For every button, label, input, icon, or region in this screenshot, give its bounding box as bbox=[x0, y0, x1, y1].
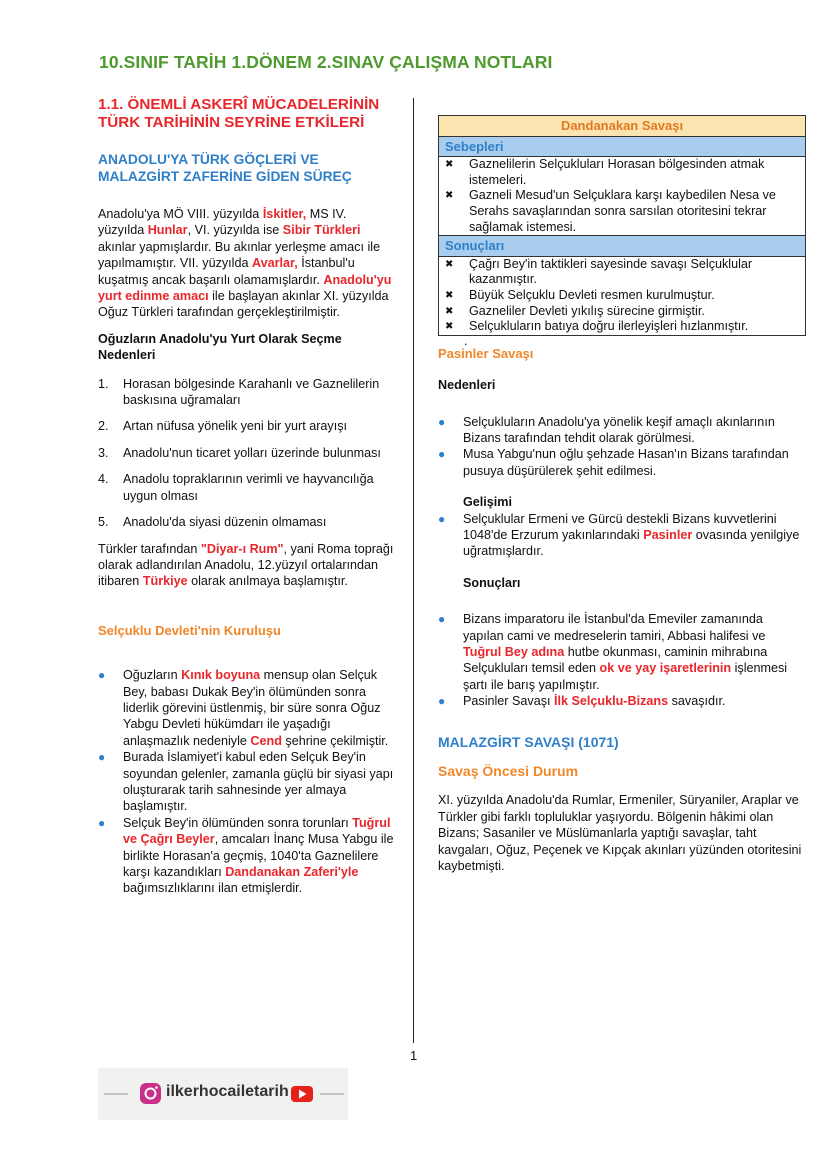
item-text: Anadolu'da siyasi düzenin olmaması bbox=[123, 515, 327, 530]
list-item bbox=[98, 418, 394, 434]
text: İstanbul'u kuşatmış ancak başarılı olamamışlardır. bbox=[98, 256, 355, 287]
reasons-list bbox=[98, 376, 394, 531]
list-item bbox=[98, 471, 394, 504]
text: savaşıdır. bbox=[668, 694, 726, 709]
gelisimi-title: Gelişimi bbox=[463, 495, 512, 510]
text: Anadolu'ya MÖ VIII. yüzyılda bbox=[98, 207, 263, 221]
bullet-icon: ● bbox=[98, 815, 106, 830]
list-item bbox=[438, 511, 806, 560]
dandanakan-table bbox=[438, 115, 806, 336]
sonuclari-title: Sonuçları bbox=[463, 575, 521, 590]
text: şehrine çekilmiştir. bbox=[281, 733, 389, 748]
text: , amcaları İnanç Musa Yabgu ile birlikte Horasan'a geçmiş, 1040'ta Gaznelilere karşı kazandıkları bbox=[123, 832, 394, 879]
bullet-icon: ● bbox=[98, 750, 106, 765]
text: Türkler tarafından bbox=[98, 541, 201, 556]
text: bağımsızlıklarını ilan etmişlerdir. bbox=[123, 881, 303, 896]
bullet-icon: ● bbox=[438, 447, 446, 462]
list-item bbox=[445, 304, 799, 320]
highlight: Dandanakan Zaferi'yle bbox=[225, 865, 359, 879]
subsection-heading: ANADOLU'YA TÜRK GÖÇLERİ VE MALAZGİRT ZAFERİNE GİDEN SÜREÇ bbox=[98, 152, 352, 184]
highlight: Tuğrul ve Çağrı Beyler bbox=[123, 815, 391, 847]
causes-cell bbox=[439, 157, 806, 236]
list-item bbox=[438, 446, 806, 479]
item-text: Artan nüfusa yönelik yeni bir yurt arayışı bbox=[123, 419, 347, 434]
item-text: Gazneli Mesud'un Selçuklara karşı kaybedilen Nesa ve Serahs savaşlarından sonra sarsılan otoritesini tekrar sağlamak istemesi. bbox=[469, 188, 776, 234]
list-item bbox=[445, 188, 799, 235]
highlight: Cend bbox=[250, 733, 282, 748]
item-text: Çağrı Bey'in taktikleri sayesinde savaşı Selçuklular kazanmıştır. bbox=[469, 256, 753, 287]
bullet-icon: ● bbox=[438, 694, 446, 709]
list-item bbox=[98, 815, 394, 897]
text: mensup olan Selçuk Bey, babası Dukak Bey'in ölümünden sonra liderlik görevini üstlenmiş, bir süre sonra Oğuz Yabgu Devleti hükümdarı ile yaşadığı anlaşmazlık nedeniyle bbox=[123, 668, 381, 748]
text: Pasinler Savaşı bbox=[463, 694, 554, 709]
highlight: İlk Selçuklu-Bizans bbox=[554, 694, 669, 709]
reasons-title: Oğuzların Anadolu'yu Yurt Olarak Seçme Nedenleri bbox=[98, 331, 342, 363]
item-text: Anadolu'nun ticaret yolları üzerinde bulunması bbox=[123, 445, 381, 460]
text: ovasında yenilgiye uğratmışlardır. bbox=[463, 527, 800, 559]
results-header: Sonuçları bbox=[439, 236, 806, 257]
diyar-paragraph bbox=[98, 541, 394, 590]
list-item bbox=[98, 445, 394, 461]
results-cell bbox=[439, 256, 806, 335]
list-item bbox=[98, 749, 394, 815]
item-text: Büyük Selçuklu Devleti resmen kurulmuştur. bbox=[469, 287, 715, 302]
item-number: 2. bbox=[98, 419, 109, 434]
text: MS IV. yüzyılda bbox=[98, 207, 347, 238]
cross-icon: ✖ bbox=[445, 305, 454, 317]
cross-icon: ✖ bbox=[445, 289, 454, 301]
item-text: Anadolu topraklarının verimli ve hayvancılığa uygun olması bbox=[123, 472, 374, 503]
table-title: Dandanakan Savaşı bbox=[439, 116, 806, 137]
highlight: Avarlar, bbox=[251, 256, 298, 271]
list-item bbox=[445, 257, 799, 288]
text: Selçuk Bey'in ölümünden sonra torunları bbox=[123, 815, 353, 830]
section-heading: 1.1. ÖNEMLİ ASKERÎ MÜCADELERİNİN TÜRK TARİHİNİN SEYRİNE ETKİLERİ bbox=[98, 96, 380, 131]
item-text: Gazneliler Devleti yıkılış sürecine girmiştir. bbox=[469, 303, 705, 318]
item-text: Selçukluların Anadolu'ya yönelik keşif amaçlı akınlarının Bizans tarafından tehdit olarak görülmesi. bbox=[463, 414, 775, 445]
cross-icon: ✖ bbox=[445, 190, 454, 202]
item-text: Gaznelilerin Selçukluları Horasan bölgesinden atmak istemeleri. bbox=[469, 157, 765, 187]
nedenleri-list bbox=[438, 414, 806, 480]
right-column bbox=[438, 115, 806, 874]
item-text: Selçukluların batıya doğru ilerleyişleri hızlanmıştır. bbox=[469, 319, 749, 334]
bullet-icon: ● bbox=[438, 511, 446, 526]
list-item bbox=[98, 514, 394, 530]
selcuk-list bbox=[98, 667, 394, 897]
gelisimi-list bbox=[438, 511, 806, 560]
highlight: Anadolu'yu yurt edinme amacı bbox=[98, 272, 392, 304]
item-text: Horasan bölgesinde Karahanlı ve Gaznelilerin baskısına uğramaları bbox=[123, 376, 380, 408]
list-item bbox=[445, 319, 799, 335]
highlight: İskitler, bbox=[262, 207, 307, 221]
highlight: Tuğrul Bey adına bbox=[463, 645, 565, 659]
highlight: Kınık boyuna bbox=[181, 668, 261, 683]
highlight: "Diyar-ı Rum" bbox=[200, 541, 284, 556]
text: , yani Roma toprağı olarak adlandırılan Anadolu, 12.yüzyıl ortalarından itibaren bbox=[98, 541, 394, 589]
item-number: 3. bbox=[98, 445, 109, 460]
stray-dot: . bbox=[464, 333, 468, 348]
list-item bbox=[438, 693, 806, 709]
bullet-icon: ● bbox=[438, 414, 446, 429]
cross-icon: ✖ bbox=[445, 159, 454, 171]
item-number: 1. bbox=[98, 376, 109, 391]
text: işlenmesi şartı ile barış yapılmıştır. bbox=[463, 661, 788, 692]
sonuclari-list bbox=[438, 611, 806, 709]
list-item bbox=[438, 611, 806, 693]
bullet-icon: ● bbox=[438, 612, 446, 627]
page-title: 10.SINIF TARİH 1.DÖNEM 2.SINAV ÇALIŞMA NOTLARI bbox=[99, 52, 553, 72]
list-item bbox=[98, 376, 394, 409]
onces-title: Savaş Öncesi Durum bbox=[438, 763, 579, 780]
list-item bbox=[445, 288, 799, 304]
text: ile başlayan akınlar XI. yüzyılda Oğuz Türkleri tarafından gerçekleştirilmiştir. bbox=[98, 289, 389, 320]
highlight: Türkiye bbox=[142, 574, 188, 589]
item-text: Musa Yabgu'nun oğlu şehzade Hasan'ın Bizans tarafından pusuya düşürülerek şehit edilmesi. bbox=[463, 447, 789, 478]
causes-header: Sebepleri bbox=[439, 136, 806, 157]
text: Oğuzların bbox=[123, 668, 182, 683]
onces-paragraph: XI. yüzyılda Anadolu'da Rumlar, Ermeniler, Süryaniler, Araplar ve Türkler gibi farklı topluluklar yaşıyordu. Bölgenin hâkimi olan Bizans; Sasaniler ve Müslümanlarla yaptığı savaşlar, taht kavgaları, Oğuz, Peçenek ve Kıpçak akınları yüzünden otoritesini kaybetmişti. bbox=[438, 793, 802, 874]
selcuk-title: Selçuklu Devleti'nin Kuruluşu bbox=[98, 622, 281, 638]
column-divider bbox=[413, 98, 414, 1043]
page-number: 1 bbox=[410, 1048, 418, 1063]
text: olarak anılmaya başlamıştır. bbox=[187, 574, 348, 589]
pasinler-title: Pasinler Savaşı bbox=[438, 345, 534, 361]
cross-icon: ✖ bbox=[445, 321, 454, 333]
text: Bizans imparatoru ile İstanbul'da Emeviler zamanında yapılan cami ve medreselerin tamiri, Abbasi halifesi ve bbox=[463, 612, 766, 643]
instagram-icon bbox=[140, 1083, 161, 1104]
text: Selçuklular Ermeni ve Gürcü destekli Bizans kuvvetlerini 1048'de Erzurum yakınlarındaki bbox=[463, 511, 777, 542]
nedenleri-title: Nedenleri bbox=[438, 378, 496, 393]
highlight: Hunlar bbox=[147, 223, 188, 238]
highlight: Sibir Türkleri bbox=[282, 223, 361, 238]
list-item bbox=[438, 414, 806, 447]
footer-logo bbox=[98, 1068, 348, 1120]
left-column bbox=[98, 96, 394, 897]
list-item bbox=[98, 667, 394, 749]
bullet-icon: ● bbox=[98, 668, 106, 683]
text: akınlar yapmışlardır. Bu akınlar yerleşme amacı ile yapılmamıştır. VII. yüzyılda bbox=[98, 239, 381, 271]
item-number: 4. bbox=[98, 472, 109, 487]
highlight: Pasinler bbox=[643, 527, 693, 542]
item-number: 5. bbox=[98, 515, 109, 530]
intro-paragraph bbox=[98, 206, 394, 321]
text: hutbe okunması, caminin mihrabına Selçukluları temsil eden bbox=[463, 645, 768, 676]
highlight: ok ve yay işaretlerinin bbox=[599, 661, 732, 676]
malazgirt-title: MALAZGİRT SAVAŞI (1071) bbox=[438, 733, 619, 750]
footer-handle: ilkerhocailetarih bbox=[166, 1083, 289, 1100]
text: , VI. yüzyılda ise bbox=[187, 223, 283, 238]
list-item bbox=[445, 157, 799, 188]
item-text: Burada İslamiyet'i kabul eden Selçuk Bey'in soyundan gelenler, zamanla güçlü bir siyasi yapı oluşturarak tarih sahnesinde yer almaya başlamıştır. bbox=[123, 750, 394, 814]
cross-icon: ✖ bbox=[445, 258, 454, 270]
